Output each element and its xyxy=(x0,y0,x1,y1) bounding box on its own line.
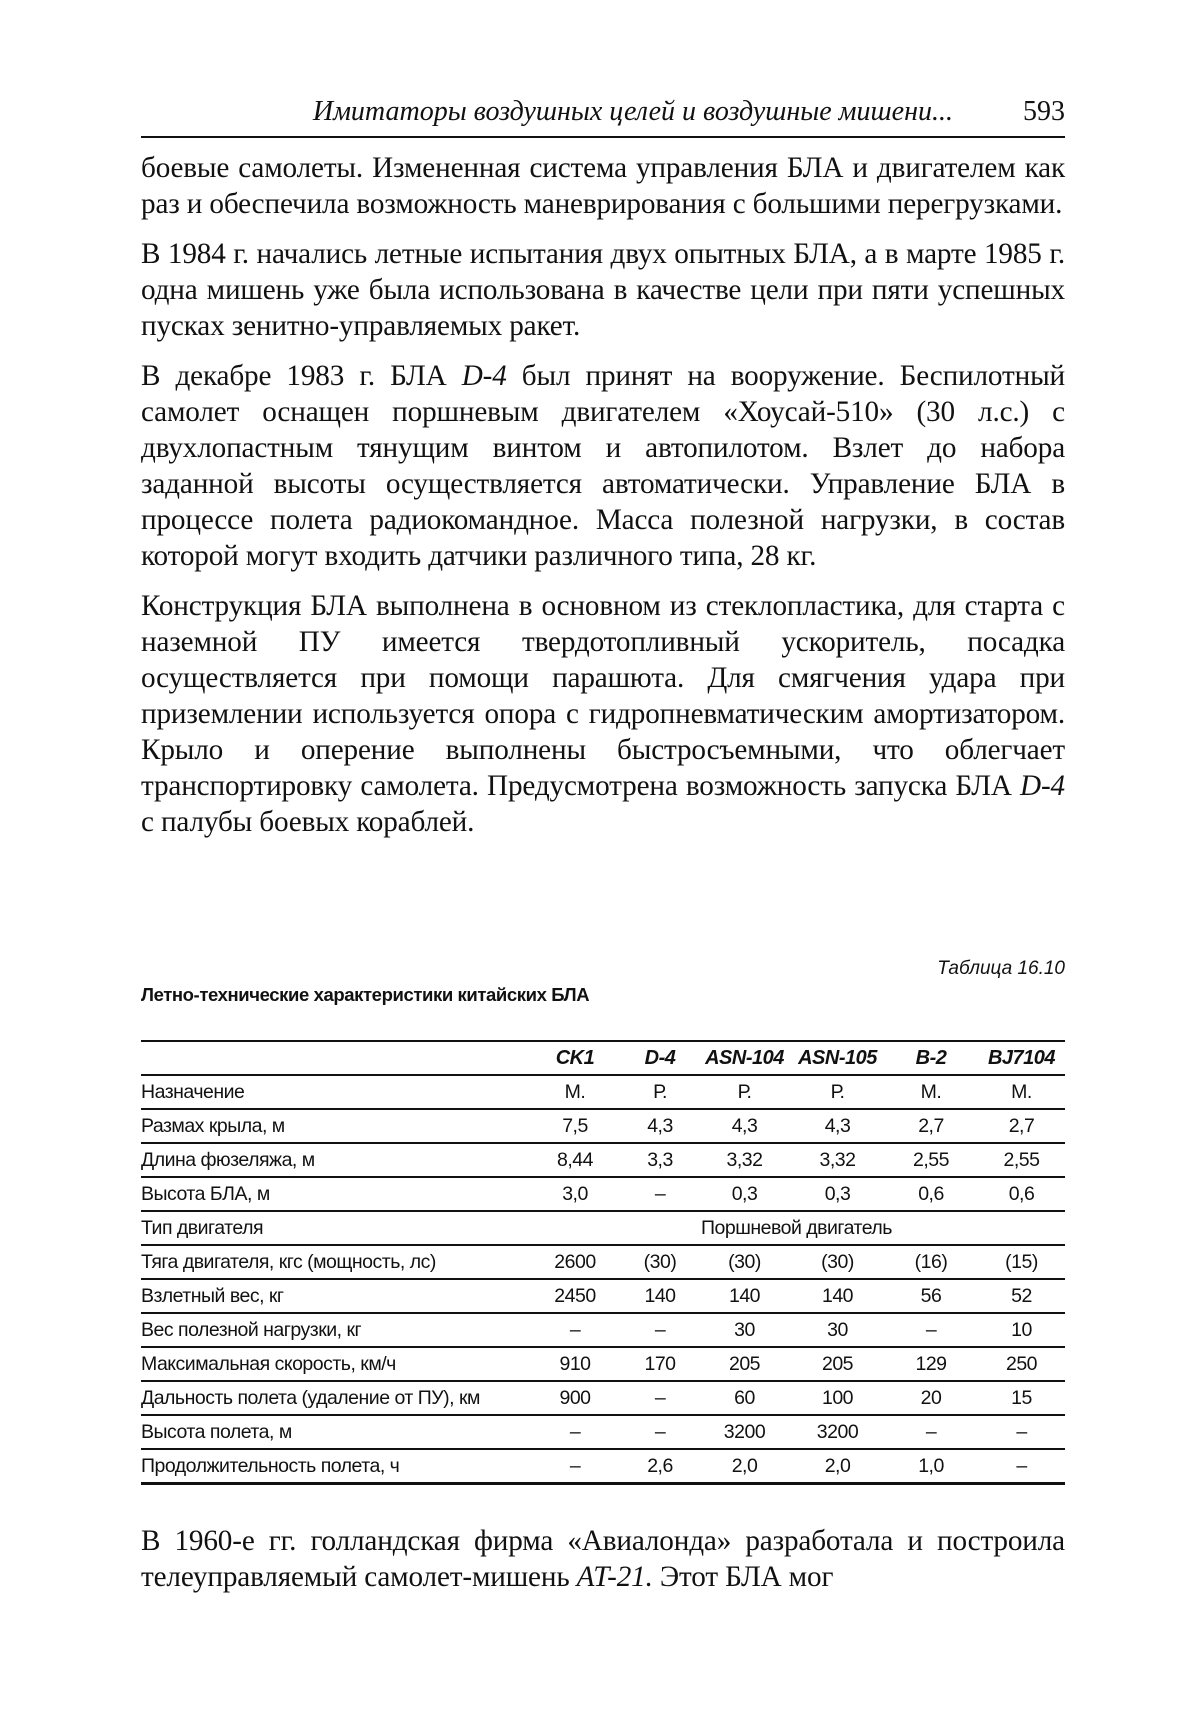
table-cell: 2450 xyxy=(528,1279,622,1313)
parameter-label: Взлетный вес, кг xyxy=(141,1279,528,1313)
table-cell: – xyxy=(528,1449,622,1484)
table-cell: 4,3 xyxy=(791,1109,884,1143)
table-cell: 0,3 xyxy=(698,1177,791,1211)
table-caption: Таблица 16.10 xyxy=(937,958,1065,979)
column-header: B-2 xyxy=(884,1041,978,1075)
table-cell: 30 xyxy=(791,1313,884,1347)
paragraph xyxy=(141,236,1065,344)
parameter-label: Дальность полета (удаление от ПУ), км xyxy=(141,1381,528,1415)
table-row xyxy=(141,1449,1065,1484)
paragraph xyxy=(141,358,1065,574)
table-cell: 140 xyxy=(698,1279,791,1313)
paragraph-text: с палубы боевых кораблей. xyxy=(141,806,475,838)
column-header: BJ7104 xyxy=(978,1041,1065,1075)
table-cell: – xyxy=(528,1313,622,1347)
table-row xyxy=(141,1415,1065,1449)
table-cell: Р. xyxy=(698,1075,791,1109)
running-header xyxy=(141,88,1065,138)
column-header: ASN-104 xyxy=(698,1041,791,1075)
body-text xyxy=(141,150,1065,854)
table-cell: 0,3 xyxy=(791,1177,884,1211)
table-body xyxy=(141,1075,1065,1484)
table-row xyxy=(141,1347,1065,1381)
table-cell: Поршневой двигатель xyxy=(528,1211,1065,1245)
table-cell: 52 xyxy=(978,1279,1065,1313)
table-cell: 3,3 xyxy=(622,1143,698,1177)
column-header xyxy=(141,1041,528,1075)
table-cell: 10 xyxy=(978,1313,1065,1347)
column-header: CK1 xyxy=(528,1041,622,1075)
table-cell: 250 xyxy=(978,1347,1065,1381)
table-header-row xyxy=(141,1041,1065,1075)
table-cell: 140 xyxy=(622,1279,698,1313)
paragraph-text: В декабре 1983 г. БЛА xyxy=(141,360,462,392)
running-title: Имитаторы воздушных целей и воздушные мишени... xyxy=(312,96,953,127)
body-text-continued xyxy=(141,1523,1065,1595)
parameter-label: Назначение xyxy=(141,1075,528,1109)
table-cell: 0,6 xyxy=(978,1177,1065,1211)
table-cell: Р. xyxy=(622,1075,698,1109)
table-cell: – xyxy=(622,1177,698,1211)
uav-model-name: D-4 xyxy=(461,360,507,392)
table-row xyxy=(141,1381,1065,1415)
table-cell: 60 xyxy=(698,1381,791,1415)
table-cell: 7,5 xyxy=(528,1109,622,1143)
table-cell: (30) xyxy=(622,1245,698,1279)
table-cell: 15 xyxy=(978,1381,1065,1415)
parameter-label: Высота БЛА, м xyxy=(141,1177,528,1211)
column-header: D-4 xyxy=(622,1041,698,1075)
table-cell: 4,3 xyxy=(698,1109,791,1143)
table-cell: 140 xyxy=(791,1279,884,1313)
table-title: Летно-технические характеристики китайских БЛА xyxy=(141,984,590,1005)
table-cell: (30) xyxy=(698,1245,791,1279)
parameter-label: Максимальная скорость, км/ч xyxy=(141,1347,528,1381)
table-cell: 2600 xyxy=(528,1245,622,1279)
table-cell: М. xyxy=(978,1075,1065,1109)
page-number: 593 xyxy=(1023,96,1065,127)
table-cell: 205 xyxy=(791,1347,884,1381)
table-cell: 20 xyxy=(884,1381,978,1415)
table-row xyxy=(141,1177,1065,1211)
table-cell: 0,6 xyxy=(884,1177,978,1211)
table-cell: 30 xyxy=(698,1313,791,1347)
table-cell: – xyxy=(528,1415,622,1449)
parameter-label: Размах крыла, м xyxy=(141,1109,528,1143)
paragraph-text: В 1984 г. начались летные испытания двух опытных БЛА, а в марте 1985 г. одна мишень уже была использована в качестве цели при пяти успешных пусках зенитно-управляемых ракет. xyxy=(141,238,1065,342)
parameter-label: Тип двигателя xyxy=(141,1211,528,1245)
table-row xyxy=(141,1211,1065,1245)
table-cell: 2,7 xyxy=(978,1109,1065,1143)
parameter-label: Продолжительность полета, ч xyxy=(141,1449,528,1484)
table-cell: (15) xyxy=(978,1245,1065,1279)
parameter-label: Вес полезной нагрузки, кг xyxy=(141,1313,528,1347)
uav-model-name: D-4 xyxy=(1020,770,1065,802)
table-cell: Р. xyxy=(791,1075,884,1109)
table-cell: 129 xyxy=(884,1347,978,1381)
table-cell: – xyxy=(978,1449,1065,1484)
table-cell: 3200 xyxy=(698,1415,791,1449)
table-cell: 2,0 xyxy=(698,1449,791,1484)
table-cell: 3,32 xyxy=(698,1143,791,1177)
table-cell: 3,0 xyxy=(528,1177,622,1211)
table-cell: – xyxy=(978,1415,1065,1449)
table-cell: 100 xyxy=(791,1381,884,1415)
table-cell: (30) xyxy=(791,1245,884,1279)
paragraph-text: был принят на вооружение. Беспилотный самолет оснащен поршневым двигателем «Хоусай-510» (30 л.с.) с двухлопастным тянущим винтом и автопилотом. Взлет до набора заданной высоты осуществляется автоматически. Управление БЛА в процессе полета радиокомандное. Масса полезной нагрузки, в состав которой могут входить датчики различного типа, 28 кг. xyxy=(141,360,1065,572)
paragraph-text: Конструкция БЛА выполнена в основном из стеклопластика, для старта с наземной ПУ имеется твердотопливный ускоритель, посадка осуществляется при помощи парашюта. Для смягчения удара при приземлении используется опора с гидропневматическим амортизатором. Крыло и оперение выполнены быстросъемными, что облегчает транспортировку самолета. Предусмотрена возможность запуска БЛА xyxy=(141,590,1065,802)
parameter-label: Длина фюзеляжа, м xyxy=(141,1143,528,1177)
paragraph xyxy=(141,1523,1065,1595)
table-cell: 3,32 xyxy=(791,1143,884,1177)
table-cell: 4,3 xyxy=(622,1109,698,1143)
parameter-label: Тяга двигателя, кгс (мощность, лс) xyxy=(141,1245,528,1279)
table-cell: 1,0 xyxy=(884,1449,978,1484)
table-cell: – xyxy=(884,1415,978,1449)
specifications-table xyxy=(141,1040,1065,1485)
table-cell: 205 xyxy=(698,1347,791,1381)
table-cell: 2,55 xyxy=(978,1143,1065,1177)
paragraph xyxy=(141,588,1065,840)
table-cell: – xyxy=(622,1381,698,1415)
table-row xyxy=(141,1279,1065,1313)
table-cell: – xyxy=(884,1313,978,1347)
table-row xyxy=(141,1109,1065,1143)
table-cell: 900 xyxy=(528,1381,622,1415)
table-cell: 3200 xyxy=(791,1415,884,1449)
table-cell: 2,7 xyxy=(884,1109,978,1143)
table-row xyxy=(141,1143,1065,1177)
table-row xyxy=(141,1313,1065,1347)
table-row xyxy=(141,1245,1065,1279)
parameter-label: Высота полета, м xyxy=(141,1415,528,1449)
table-cell: 2,55 xyxy=(884,1143,978,1177)
paragraph xyxy=(141,150,1065,222)
table-cell: 2,6 xyxy=(622,1449,698,1484)
column-header: ASN-105 xyxy=(791,1041,884,1075)
table-cell: М. xyxy=(528,1075,622,1109)
table-cell: – xyxy=(622,1313,698,1347)
table-cell: 8,44 xyxy=(528,1143,622,1177)
table-row xyxy=(141,1075,1065,1109)
table-cell: 910 xyxy=(528,1347,622,1381)
table-cell: М. xyxy=(884,1075,978,1109)
table-cell: – xyxy=(622,1415,698,1449)
paragraph-text: боевые самолеты. Измененная система управления БЛА и двигателем как раз и обеспечила возможность маневрирования с большими перегрузками. xyxy=(141,152,1065,220)
uav-model-name: AT-21. xyxy=(576,1561,653,1593)
table-cell: (16) xyxy=(884,1245,978,1279)
table-cell: 2,0 xyxy=(791,1449,884,1484)
table-cell: 170 xyxy=(622,1347,698,1381)
paragraph-text: Этот БЛА мог xyxy=(652,1561,834,1593)
paragraph-text: В 1960-е гг. голландская фирма «Авиалонда» разработала и построила телеуправляемый самолет-мишень xyxy=(141,1525,1065,1593)
table-cell: 56 xyxy=(884,1279,978,1313)
